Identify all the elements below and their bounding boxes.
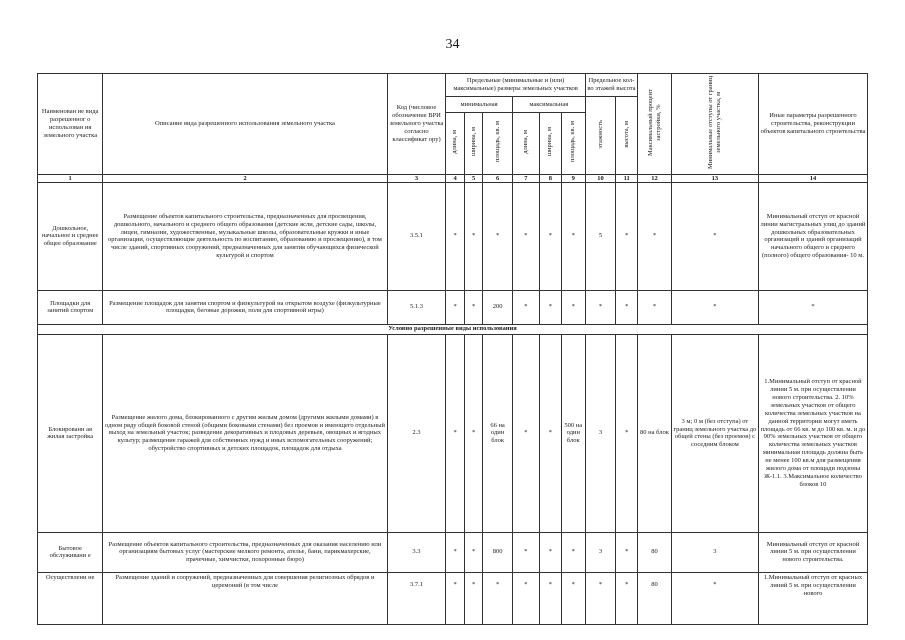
other-parameters-value: * [758, 290, 867, 324]
header-cell-min-setbacks: Минимальные отступы от границ земельного участка, м [671, 74, 758, 175]
min-length-value: * [446, 290, 465, 324]
column-number: 5 [464, 174, 483, 182]
use-type-name: Бытовое обслуживани е [38, 532, 103, 572]
section-title: Условно разрешенные виды использования [38, 324, 868, 334]
floors-value: 3 [585, 334, 615, 532]
use-type-code: 3.7.1 [387, 572, 446, 624]
header-cell-name: Наименован ие вида разрешенног о использован ия земельного участка [38, 74, 103, 175]
setback-value: * [671, 572, 758, 624]
floors-value: 3 [585, 532, 615, 572]
max-width-value: * [540, 334, 562, 532]
coverage-value: * [638, 290, 672, 324]
use-type-description: Размещение объектов капитального строительства, предназначенных для просвещения, дошкольного, начального и среднего общего образования (детские ясли, детские сады, школы, лицеи, гимназии, художественные, музыкальные школы, образовательные кружки и иные организации, осуществляющие деятельность по воспитанию, образованию и просвещению), в том числе зданий, спортивных сооружений, предназначенных для занятия обучающихся физической культурой и спортом [103, 182, 387, 290]
max-area-value: * [561, 532, 585, 572]
min-length-value: * [446, 182, 465, 290]
column-number: 12 [638, 174, 672, 182]
setback-value: 3 [671, 532, 758, 572]
header-cell-plot-sizes: Предельные (минимальные и (или) максимальные) размеры земельных участков [446, 74, 585, 97]
header-cell-min-area: площадь, кв. м [483, 112, 512, 174]
coverage-value: 80 [638, 572, 672, 624]
min-length-value: * [446, 334, 465, 532]
max-length-value: * [512, 532, 539, 572]
min-width-value: * [464, 532, 483, 572]
min-area-value: 200 [483, 290, 512, 324]
max-area-value: * [561, 290, 585, 324]
min-width-value: * [464, 334, 483, 532]
header-cell-floors: этажность [585, 97, 615, 175]
use-type-name: Блокированн ая жилая застройка [38, 334, 103, 532]
column-number: 2 [103, 174, 387, 182]
floors-value: * [585, 290, 615, 324]
use-type-name: Дошкольное, начальное и среднее общее образование [38, 182, 103, 290]
setback-value: 3 м; 0 м (без отступа) от границ земельного участка до общей стены (без проемов) с соседним блоком [671, 334, 758, 532]
column-number: 8 [540, 174, 562, 182]
page-number: 34 [445, 37, 460, 52]
use-type-description: Размещение зданий и сооружений, предназначенных для совершения религиозных обрядов и церемоний (в том числе [103, 572, 387, 624]
use-type-description: Размещение площадок для занятия спортом и физкультурой на открытом воздухе (физкультурные площадки, беговые дорожки, поля для спортивной игры) [103, 290, 387, 324]
table-row [38, 532, 868, 572]
min-width-value: * [464, 572, 483, 624]
floors-value: 5 [585, 182, 615, 290]
max-length-value: * [512, 334, 539, 532]
header-row [38, 74, 868, 97]
min-area-value: 800 [483, 532, 512, 572]
min-width-value: * [464, 182, 483, 290]
max-area-value: * [561, 572, 585, 624]
use-type-code: 3.5.1 [387, 182, 446, 290]
coverage-value: * [638, 182, 672, 290]
height-value: * [616, 334, 638, 532]
setback-value: * [671, 290, 758, 324]
section-row [38, 324, 868, 334]
column-number: 1 [38, 174, 103, 182]
other-parameters-value: 1.Минимальный отступ от красных линий 5 м. при осуществлении нового [758, 572, 867, 624]
column-number: 9 [561, 174, 585, 182]
height-value: * [616, 532, 638, 572]
other-parameters-value: 1.Минимальный отступ от красной линии 5 м. при осуществлении нового строительства. 2. 10% земельных участков от общего количества земельных участков на данной территории могут иметь площадь от 66 кв. м до 100 кв. м. и до 90% земельных участков от общего количества земельных участков минимальная площадь должна быть не менее 100 кв.м для размещения жилого дома от площади подзоны Ж-1.1. 3.Максимальное количество блоков 10 [758, 334, 867, 532]
max-length-value: * [512, 290, 539, 324]
coverage-value: 80 [638, 532, 672, 572]
use-type-name: Осуществлени не [38, 572, 103, 624]
min-area-value: 66 на один блок [483, 334, 512, 532]
min-area-value: * [483, 572, 512, 624]
height-value: * [616, 182, 638, 290]
header-cell-max-area: площадь, кв. м [561, 112, 585, 174]
use-type-code: 2.3 [387, 334, 446, 532]
max-length-value: * [512, 182, 539, 290]
other-parameters-value: Минимальный отступ от красной линии магистральных улиц до зданий дошкольных образовательных организаций и зданий организаций начального общего и среднего (полного) общего образования- 10 м. [758, 182, 867, 290]
land-use-regulations-table [37, 73, 868, 625]
column-number: 11 [616, 174, 638, 182]
table-row [38, 334, 868, 532]
max-area-value: 500 на один блок [561, 334, 585, 532]
min-area-value: * [483, 182, 512, 290]
height-value: * [616, 572, 638, 624]
use-type-code: 5.1.3 [387, 290, 446, 324]
min-length-value: * [446, 572, 465, 624]
min-width-value: * [464, 290, 483, 324]
max-area-value: * [561, 182, 585, 290]
column-number: 3 [387, 174, 446, 182]
column-number: 13 [671, 174, 758, 182]
setback-value: * [671, 182, 758, 290]
header-cell-maximum: максимальная [512, 97, 585, 113]
use-type-description: Размещение объектов капитального строительства, предназначенных для оказания населению или организациям бытовых услуг (мастерские мелкого ремонта, ателье, бани, парикмахерские, прачечные, химчистки, похоронные бюро) [103, 532, 387, 572]
header-cell-max-width: ширина, м [540, 112, 562, 174]
header-cell-other-parameters: Иные параметры разрешенного строительства, реконструкции объектов капитального строительства [758, 74, 867, 175]
header-cell-minimum: минимальная [446, 97, 512, 113]
other-parameters-value: Минимальный отступ от красной линии 5 м. при осуществлении нового строительства. [758, 532, 867, 572]
table-row [38, 182, 868, 290]
header-cell-min-length: длина, м [446, 112, 465, 174]
table-row [38, 572, 868, 624]
header-cell-min-width: ширина, м [464, 112, 483, 174]
table-row [38, 290, 868, 324]
header-cell-floors-height: Предельное кол-во этажей высота [585, 74, 637, 97]
header-cell-code: Код (числовое обозначение ВРИ земельного участка согласно классификат ору) [387, 74, 446, 175]
header-cell-max-length: длина, м [512, 112, 539, 174]
column-number: 10 [585, 174, 615, 182]
use-type-description: Размещение жилого дома, блокированного с другим жилым домом (другими жилыми домами) в одном ряду общей боковой стеной (общими боковыми стенами) без проемов и имеющего отдельный выход на земельный участок; разведение декоративных и плодовых деревьев, овощных и ягодных культур; размещение гаражей для собственных нужд и иных вспомогательных сооружений; обустройство спортивных и детских площадок, площадок для отдыха [103, 334, 387, 532]
max-width-value: * [540, 182, 562, 290]
use-type-code: 3.3 [387, 532, 446, 572]
column-number: 7 [512, 174, 539, 182]
column-number: 6 [483, 174, 512, 182]
floors-value: * [585, 572, 615, 624]
header-cell-max-coverage: Максимальный процент застройки, % [638, 74, 672, 175]
column-number: 14 [758, 174, 867, 182]
use-type-name: Площадки для занятий спортом [38, 290, 103, 324]
max-length-value: * [512, 572, 539, 624]
column-number: 4 [446, 174, 465, 182]
max-width-value: * [540, 532, 562, 572]
column-number-row [38, 174, 868, 182]
max-width-value: * [540, 572, 562, 624]
height-value: * [616, 290, 638, 324]
header-cell-height: высота, м [616, 97, 638, 175]
header-cell-description: Описание вида разрешенного использования земельного участка [103, 74, 387, 175]
max-width-value: * [540, 290, 562, 324]
min-length-value: * [446, 532, 465, 572]
coverage-value: 80 на блок [638, 334, 672, 532]
